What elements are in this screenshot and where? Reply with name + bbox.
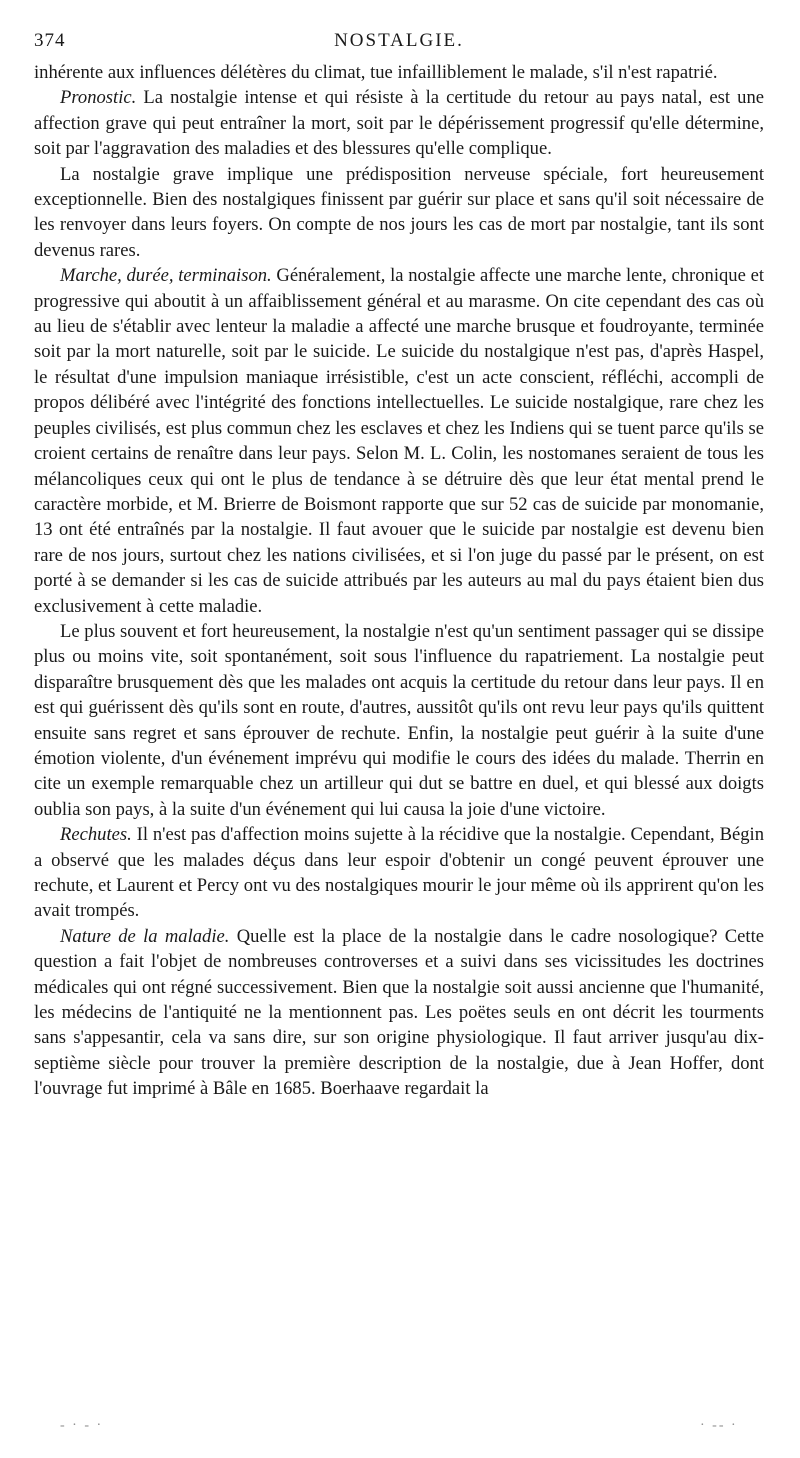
paragraph-marche <box>34 263 764 619</box>
running-head <box>34 30 764 60</box>
paragraph-text: Il n'est pas d'affection moins sujette à la récidive que la nostalgie. Cependant, Bégin a observé que les malades déçus dans leur espoir d'obtenir un congé peuvent éprouver une rechute, et Laurent et Percy ont vu des nostalgiques mourir le jour même où ils apprirent qu'on les avait trompés. <box>34 824 764 922</box>
section-heading-marche: Marche, durée, terminaison. <box>60 265 272 287</box>
section-heading-pronostic: Pronostic. <box>60 87 137 109</box>
paragraph-text: inhérente aux influences délétères du climat, tue infailliblement le malade, s'il n'est rapatrié. <box>34 62 718 83</box>
paragraph-pronostic <box>34 85 764 161</box>
body-text <box>34 60 764 1102</box>
paragraph-text: La nostalgie grave implique une prédisposition nerveuse spéciale, fort heureusement exceptionnelle. Bien des nostalgiques finissent par guérir sur place et sans qu'il soit nécessaire de les renvoyer dans leurs foyers. On compte de nos jours les cas de mort par nostalgie, tant ils sont devenus rares. <box>34 163 764 261</box>
footer-mark-left: - · - · <box>60 1418 104 1433</box>
paragraph-nostalgie-grave <box>34 162 764 264</box>
paragraph-continuation <box>34 60 764 85</box>
section-heading-rechutes: Rechutes. <box>60 824 132 846</box>
section-heading-nature: Nature de la maladie. <box>60 925 230 947</box>
paragraph-text: Quelle est la place de la nostalgie dans le cadre nosologique? Cette question a fait l'objet de nombreuses controverses et a suivi dans ses vicissitudes les doctrines médicales qui ont régné successivement. Bien que la nostalgie soit aussi ancienne que l'humanité, les médecins de l'antiquité ne la mentionnent pas. Les poëtes seuls en ont décrit les tourments sans s'appesantir, cela va sans dire, sur son origine physiologique. Il faut arriver jusqu'au dix-septième siècle pour trouver la première description de la nostalgie, due à Jean Hoffer, dont l'ouvrage fut imprimé à Bâle en 1685. Boerhaave regardait la <box>34 925 764 1100</box>
paragraph-text: Généralement, la nostalgie affecte une marche lente, chronique et progressive qui aboutit à un affaiblissement général et au marasme. On cite cependant des cas où au lieu de s'établir avec lenteur la maladie a affecté une marche brusque et foudroyante, terminée soit par la mort naturelle, soit par le suicide. Le suicide du nostalgique n'est pas, d'après Haspel, le résultat d'une impulsion maniaque irrésistible, c'est un acte conscient, réfléchi, accompli de propos délibéré avec l'intégrité des fonctions intellectuelles. Le suicide nostalgique, rare chez les peuples civilisés, est plus commun chez les esclaves et chez les Indiens qui se tuent parce qu'ils se croient certains de renaître dans leur pays. Selon M. L. Colin, les nostomanes seraient de tous les mélancoliques ceux qui ont le plus de tendance à se détruire dès que leur état mental prend le caractère morbide, et M. Brierre de Boismont rapporte que sur 52 cas de suicide par monomanie, 13 ont été entraînés par la nostalgie. Il faut avouer que le suicide par nostalgie est devenu bien rare de nos jours, surtout chez les nations civilisées, et si l'on juge du passé par le présent, on est porté à se demander si les cas de suicide attribués par les auteurs au mal du pays étaient bien dus exclusivement à cette maladie. <box>34 265 764 617</box>
paragraph-guerison <box>34 619 764 822</box>
paragraph-rechutes <box>34 822 764 924</box>
paragraph-text: Le plus souvent et fort heureusement, la nostalgie n'est qu'un sentiment passager qui se dissipe plus ou moins vite, soit spontanément, soit sous l'influence du rapatriement. La nostalgie peut disparaître brusquement dès que les malades ont acquis la certitude du retour dans leur pays. Il en est qui guérissent dès qu'ils sont en route, d'autres, aussitôt qu'ils ont revu leur pays qu'ils quittent ensuite sans regret et sans éprouver de rechute. Enfin, la nostalgie peut guérir à la suite d'une émotion violente, d'un événement imprévu qui modifie le cours des idées du malade. Therrin en cite un exemple remarquable chez un artilleur qui dut se battre en duel, et qui blessé aux doigts oublia son pays, à la suite d'un événement qui lui causa la joie d'une victoire. <box>34 620 764 820</box>
book-page <box>34 30 764 1102</box>
paragraph-nature <box>34 924 764 1102</box>
page-number: 374 <box>34 30 66 51</box>
running-title: NOSTALGIE. <box>334 30 464 51</box>
footer-mark-right: · -- · <box>700 1418 738 1433</box>
paragraph-text: La nostalgie intense et qui résiste à la certitude du retour au pays natal, est une affection grave qui peut entraîner la mort, soit par le dépérissement progressif qu'elle détermine, soit par l'aggravation des maladies et des blessures qu'elle complique. <box>34 87 764 160</box>
